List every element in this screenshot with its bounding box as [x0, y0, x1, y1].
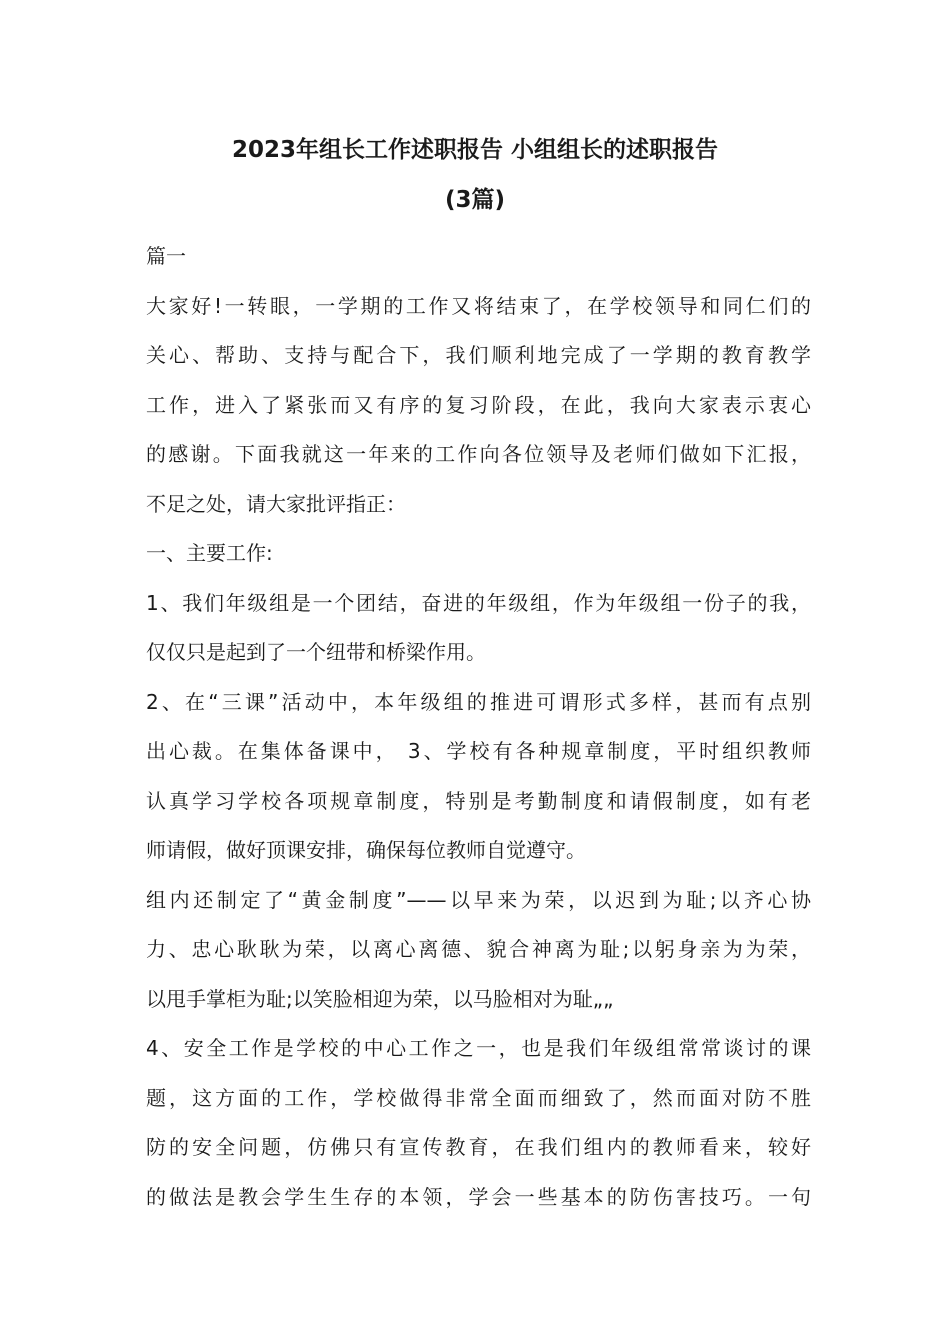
paragraph-line: 师请假，做好顶课安排，确保每位教师自觉遵守。	[146, 838, 586, 862]
paragraph-line: 关心、帮助、支持与配合下，我们顺利地完成了一学期的教育教学	[146, 343, 811, 367]
paragraph-line: 组内还制定了“黄金制度”——以早来为荣，以迟到为耻;以齐心协	[146, 887, 811, 912]
paragraph-line: 的做法是教会学生生存的本领，学会一些基本的防伤害技巧。一句	[146, 1184, 811, 1209]
paragraph-line: 出心裁。在集体备课中， 3、学校有各种规章制度，平时组织教师	[146, 739, 811, 763]
section-heading: 一、主要工作:	[146, 541, 273, 565]
paragraph-line: 仅仅只是起到了一个纽带和桥梁作用。	[146, 640, 486, 664]
section-heading: 篇一	[146, 244, 186, 268]
paragraph-line: 题，这方面的工作，学校做得非常全面而细致了，然而面对防不胜	[146, 1085, 811, 1110]
paragraph-line: 以甩手掌柜为耻;以笑脸相迎为荣，以马脸相对为耻„„	[146, 986, 614, 1011]
document-body	[146, 232, 811, 1222]
document-title: 2023年组长工作述职报告 小组组长的述职报告	[231, 137, 719, 163]
paragraph-line: 力、忠心耿耿为荣，以离心离德、貌合神离为耻;以躬身亲为为荣，	[146, 937, 811, 961]
paragraph-line: 认真学习学校各项规章制度，特别是考勤制度和请假制度，如有老	[146, 788, 811, 813]
paragraph-line: 的感谢。下面我就这一年来的工作向各位领导及老师们做如下汇报，	[146, 442, 811, 466]
paragraph-line: 工作，进入了紧张而又有序的复习阶段，在此，我向大家表示衷心	[146, 392, 811, 417]
paragraph-line: 防的安全问题，仿佛只有宣传教育，在我们组内的教师看来，较好	[146, 1135, 811, 1159]
document-subtitle: (3篇)	[444, 187, 506, 213]
paragraph-line: 不足之处，请大家批评指正：	[146, 491, 406, 516]
paragraph-line: 2、在“三课”活动中，本年级组的推进可谓形式多样，甚而有点别	[146, 689, 811, 714]
paragraph-line: 大家好!一转眼，一学期的工作又将结束了，在学校领导和同仁们的	[146, 293, 811, 318]
paragraph-line: 1、我们年级组是一个团结，奋进的年级组，作为年级组一份子的我，	[146, 590, 811, 615]
paragraph-line: 4、安全工作是学校的中心工作之一，也是我们年级组常常谈讨的课	[146, 1036, 811, 1060]
